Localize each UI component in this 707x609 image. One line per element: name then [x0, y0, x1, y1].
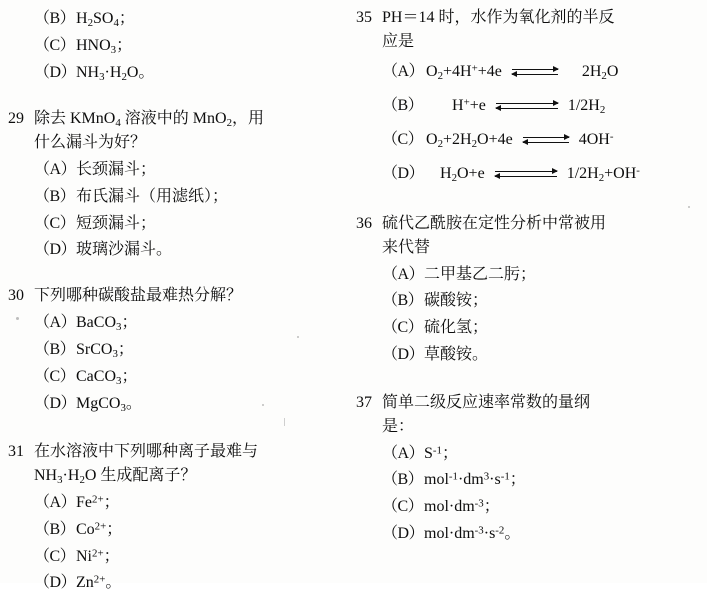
option-tag: （D） [382, 525, 425, 543]
option-tag: （C） [34, 547, 76, 565]
option-text: 草酸铵。 [424, 345, 489, 363]
option-text: $mol^{-1}\cdot dm^3\cdot s^{-1}$； [424, 470, 526, 489]
option-text: $mol\cdot dm^{-3}\cdot s^{-2}$。 [424, 524, 521, 543]
option-text: $HNO_3$； [76, 36, 133, 56]
scan-speck [688, 206, 690, 208]
equilibrium-arrow-icon [512, 65, 558, 79]
question-stem: 除去 KMnO$_4$ 溶液中的 MnO$_2$，用 什么漏斗为好？ [34, 109, 265, 151]
option-text: 二甲基乙二肟； [424, 265, 537, 283]
option-item[interactable] [382, 441, 686, 468]
question-36 [356, 212, 686, 369]
option-item[interactable] [382, 262, 686, 289]
option-tag: （D） [382, 345, 425, 363]
question-35 [356, 6, 686, 188]
question-31 [8, 440, 338, 598]
option-item[interactable] [34, 157, 338, 184]
question-number: 37 [356, 393, 372, 411]
option-tag: （A） [34, 314, 77, 332]
equation-right: 4OH- [578, 130, 614, 148]
question-number: 31 [8, 442, 24, 460]
option-item[interactable] [34, 570, 338, 597]
question-number: 30 [8, 287, 24, 305]
option-item[interactable] [34, 237, 338, 264]
option-tag: （B） [34, 10, 76, 27]
equation-left: H++e [452, 96, 486, 114]
option-tag: （D） [34, 394, 77, 412]
option-text: CaCO$_3$； [76, 367, 138, 387]
option-item[interactable] [34, 544, 338, 571]
option-item[interactable] [34, 6, 338, 33]
option-tag: （B） [382, 292, 424, 310]
equation-left: $O_2+4H^++4e$ [426, 62, 502, 83]
option-text: $NH_3\cdot H_2O$。 [76, 63, 155, 83]
question-stem: PH＝14 时，水作为氧化剂的半反 应是 [382, 9, 615, 50]
question-37 [356, 391, 686, 548]
option-equation [426, 94, 686, 119]
option-item[interactable] [34, 211, 338, 238]
option-tag: （C） [382, 130, 424, 148]
equation-right: $2H_2O$ [581, 63, 619, 83]
option-text: 硫化氢； [424, 319, 489, 337]
option-text: 长颈漏斗； [76, 160, 157, 178]
question-number: 36 [356, 214, 372, 232]
option-item[interactable] [34, 391, 338, 418]
option-item[interactable] [34, 33, 338, 60]
option-item[interactable] [382, 521, 686, 548]
option-text: 碳酸铵； [424, 292, 489, 310]
option-text: 短颈漏斗； [76, 214, 157, 232]
option-list [34, 6, 338, 87]
option-item[interactable] [34, 184, 338, 211]
option-list [34, 310, 338, 418]
option-tag: （D） [34, 63, 77, 81]
equation-left: $O_2+2H_2O+4e$ [426, 130, 513, 150]
option-item[interactable] [34, 310, 338, 337]
option-item[interactable] [382, 315, 686, 342]
option-item[interactable] [382, 494, 686, 521]
option-tag: （A） [382, 63, 425, 80]
equilibrium-arrow-icon [496, 99, 558, 113]
option-text: $Ni^{2+}$； [76, 547, 120, 565]
option-tag: （B） [34, 187, 76, 205]
equilibrium-arrow-icon [523, 133, 569, 147]
option-list [382, 441, 686, 548]
option-item[interactable] [34, 337, 338, 364]
option-tag: （B） [34, 341, 76, 359]
question-stem: 下列哪种碳酸盐最难热分解？ [34, 287, 243, 305]
option-item[interactable] [382, 154, 686, 188]
option-item[interactable] [34, 490, 338, 517]
equation-right: $1/2H_2$ [567, 96, 606, 116]
option-text: SrCO$_3$； [76, 341, 134, 361]
option-list [34, 157, 338, 264]
option-tag: （B） [382, 471, 424, 489]
left-column [8, 0, 338, 609]
option-tag: （D） [34, 574, 77, 592]
option-equation [426, 162, 686, 187]
option-equation [426, 128, 686, 153]
option-text: $Co^{2+}$； [76, 520, 123, 538]
option-tag: （A） [34, 494, 77, 511]
option-tag: （C） [34, 214, 76, 232]
option-tag: （C） [34, 367, 76, 385]
option-tag: （B） [382, 96, 424, 114]
option-text: 玻璃沙漏斗。 [76, 241, 173, 259]
option-text: $S^{-1}$； [424, 444, 458, 462]
question-number: 29 [8, 109, 24, 127]
option-text: $mol\cdot dm^{-3}$； [424, 497, 500, 516]
option-item[interactable] [382, 56, 686, 86]
equation-left: $H_2O+e$ [440, 164, 485, 184]
option-tag: （D） [34, 241, 77, 259]
question-30 [8, 284, 338, 418]
question-stem: 硫代乙酰胺在定性分析中常被用 来代替 [382, 214, 607, 256]
option-item[interactable] [34, 364, 338, 391]
right-column [356, 0, 686, 560]
option-list [382, 262, 686, 369]
question-stem: 简单二级反应速率常数的量纲 是： [382, 393, 591, 435]
option-item[interactable] [382, 288, 686, 315]
equilibrium-arrow-icon [495, 167, 557, 181]
option-tag: （A） [34, 160, 77, 178]
question-number: 35 [356, 9, 372, 26]
option-item[interactable] [382, 120, 686, 154]
option-tag: （D） [382, 164, 425, 182]
question-29 [8, 107, 338, 265]
option-list [382, 56, 686, 188]
option-tag: （C） [34, 36, 76, 54]
option-item[interactable] [382, 342, 686, 369]
option-text: $Zn^{2+}$。 [76, 573, 122, 592]
question-carryover [8, 6, 338, 87]
option-text: 布氏漏斗（用滤纸）； [76, 187, 229, 205]
equation-right: $1/2H_2+OH^-$ [566, 164, 640, 184]
question-stem: 在水溶液中下列哪种离子最难与 $NH_3\cdot H_2O$ 生成配离子？ [34, 442, 259, 486]
option-tag: （C） [382, 319, 424, 337]
option-text: BaCO$_3$； [76, 314, 138, 334]
option-item[interactable] [34, 517, 338, 544]
option-equation [426, 60, 686, 85]
option-tag: （B） [34, 520, 76, 538]
option-text: MgCO$_3$。 [76, 394, 142, 414]
option-tag: （A） [382, 444, 425, 462]
option-text: $Fe^{2+}$； [76, 493, 120, 511]
option-tag: （C） [382, 498, 424, 516]
option-text: $H_2SO_4$； [76, 10, 135, 30]
option-tag: （A） [382, 265, 425, 283]
option-item[interactable] [382, 467, 686, 494]
option-list [34, 490, 338, 597]
option-item[interactable] [382, 86, 686, 120]
option-item[interactable] [34, 60, 338, 87]
